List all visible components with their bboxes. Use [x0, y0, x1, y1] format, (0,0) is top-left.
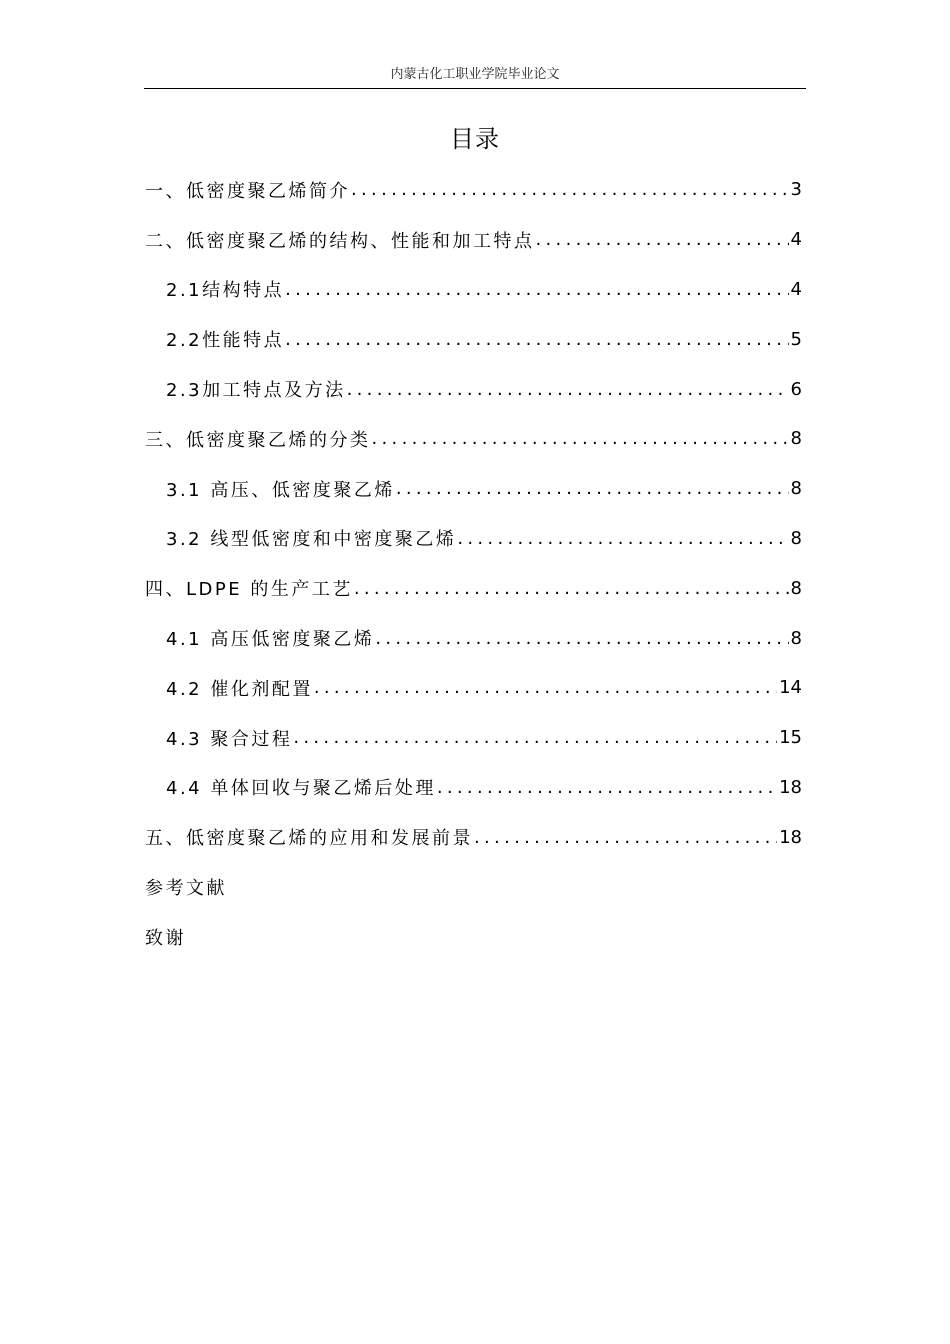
- dot-leader: [437, 777, 777, 798]
- toc-entry-page: 18: [779, 776, 802, 798]
- dot-leader: [293, 727, 777, 748]
- toc-entry-page: 6: [790, 378, 802, 400]
- toc-entry-2[interactable]: [145, 215, 805, 265]
- toc-entry-2-3[interactable]: [145, 364, 805, 414]
- table-of-contents: [145, 165, 805, 962]
- toc-entry-label: 三、低密度聚乙烯的分类: [145, 429, 371, 451]
- toc-entry-page: 8: [790, 428, 802, 450]
- toc-entry-page: 8: [790, 527, 802, 549]
- toc-entry-4-3[interactable]: [145, 713, 805, 763]
- dot-leader: [372, 428, 789, 449]
- toc-entry-label: 五、低密度聚乙烯的应用和发展前景: [145, 828, 473, 850]
- dot-leader: [347, 379, 789, 400]
- dot-leader: [375, 628, 788, 649]
- toc-entry-label: 致谢: [145, 927, 186, 949]
- toc-entry-page: 15: [779, 727, 802, 749]
- dot-leader: [536, 229, 789, 250]
- toc-entry-label: 4.1 高压低密度聚乙烯: [166, 629, 375, 651]
- page-header: 内蒙古化工职业学院毕业论文: [144, 64, 806, 89]
- toc-entry-acknowledgements[interactable]: [145, 912, 805, 962]
- toc-entry-2-1[interactable]: [145, 265, 805, 315]
- dot-leader: [351, 179, 789, 200]
- toc-entry-page: 8: [790, 478, 802, 500]
- toc-entry-label: 4.3 聚合过程: [166, 728, 293, 750]
- toc-entry-label: 3.1 高压、低密度聚乙烯: [166, 479, 395, 501]
- dot-leader: [285, 329, 788, 350]
- toc-entry-4-1[interactable]: [145, 613, 805, 663]
- toc-entry-3[interactable]: [145, 414, 805, 464]
- toc-entry-page: 8: [790, 577, 802, 599]
- toc-entry-label: 2.1结构特点: [166, 280, 285, 302]
- toc-entry-1[interactable]: [145, 165, 805, 215]
- dot-leader: [354, 578, 789, 599]
- dot-leader: [396, 478, 789, 499]
- toc-entry-2-2[interactable]: [145, 314, 805, 364]
- toc-entry-label: 2.2性能特点: [166, 330, 285, 352]
- toc-entry-label: 4.4 单体回收与聚乙烯后处理: [166, 778, 436, 800]
- dot-leader: [457, 528, 788, 549]
- toc-entry-3-2[interactable]: [145, 514, 805, 564]
- toc-entry-label: 参考文献: [145, 878, 227, 900]
- toc-entry-label: 4.2 催化剂配置: [166, 678, 313, 700]
- toc-entry-label: 2.3加工特点及方法: [166, 380, 346, 402]
- toc-entry-4-4[interactable]: [145, 763, 805, 813]
- toc-title: 目录: [450, 125, 500, 153]
- toc-entry-page: 14: [779, 677, 802, 699]
- toc-entry-label: 四、LDPE 的生产工艺: [145, 579, 353, 601]
- toc-entry-4-2[interactable]: [145, 663, 805, 713]
- toc-entry-page: 8: [790, 627, 802, 649]
- dot-leader: [314, 677, 777, 698]
- toc-entry-3-1[interactable]: [145, 464, 805, 514]
- toc-entry-page: 4: [790, 278, 802, 300]
- toc-entry-page: 3: [790, 179, 802, 201]
- toc-entry-4[interactable]: [145, 563, 805, 613]
- toc-entry-5[interactable]: [145, 812, 805, 862]
- dot-leader: [474, 827, 777, 848]
- toc-entry-page: 4: [790, 229, 802, 251]
- toc-entry-label: 一、低密度聚乙烯简介: [145, 180, 350, 202]
- toc-entry-label: 3.2 线型低密度和中密度聚乙烯: [166, 529, 457, 551]
- dot-leader: [285, 279, 788, 300]
- toc-entry-page: 5: [790, 328, 802, 350]
- toc-entry-label: 二、低密度聚乙烯的结构、性能和加工特点: [145, 230, 535, 252]
- toc-entry-references[interactable]: [145, 862, 805, 912]
- toc-entry-page: 18: [779, 826, 802, 848]
